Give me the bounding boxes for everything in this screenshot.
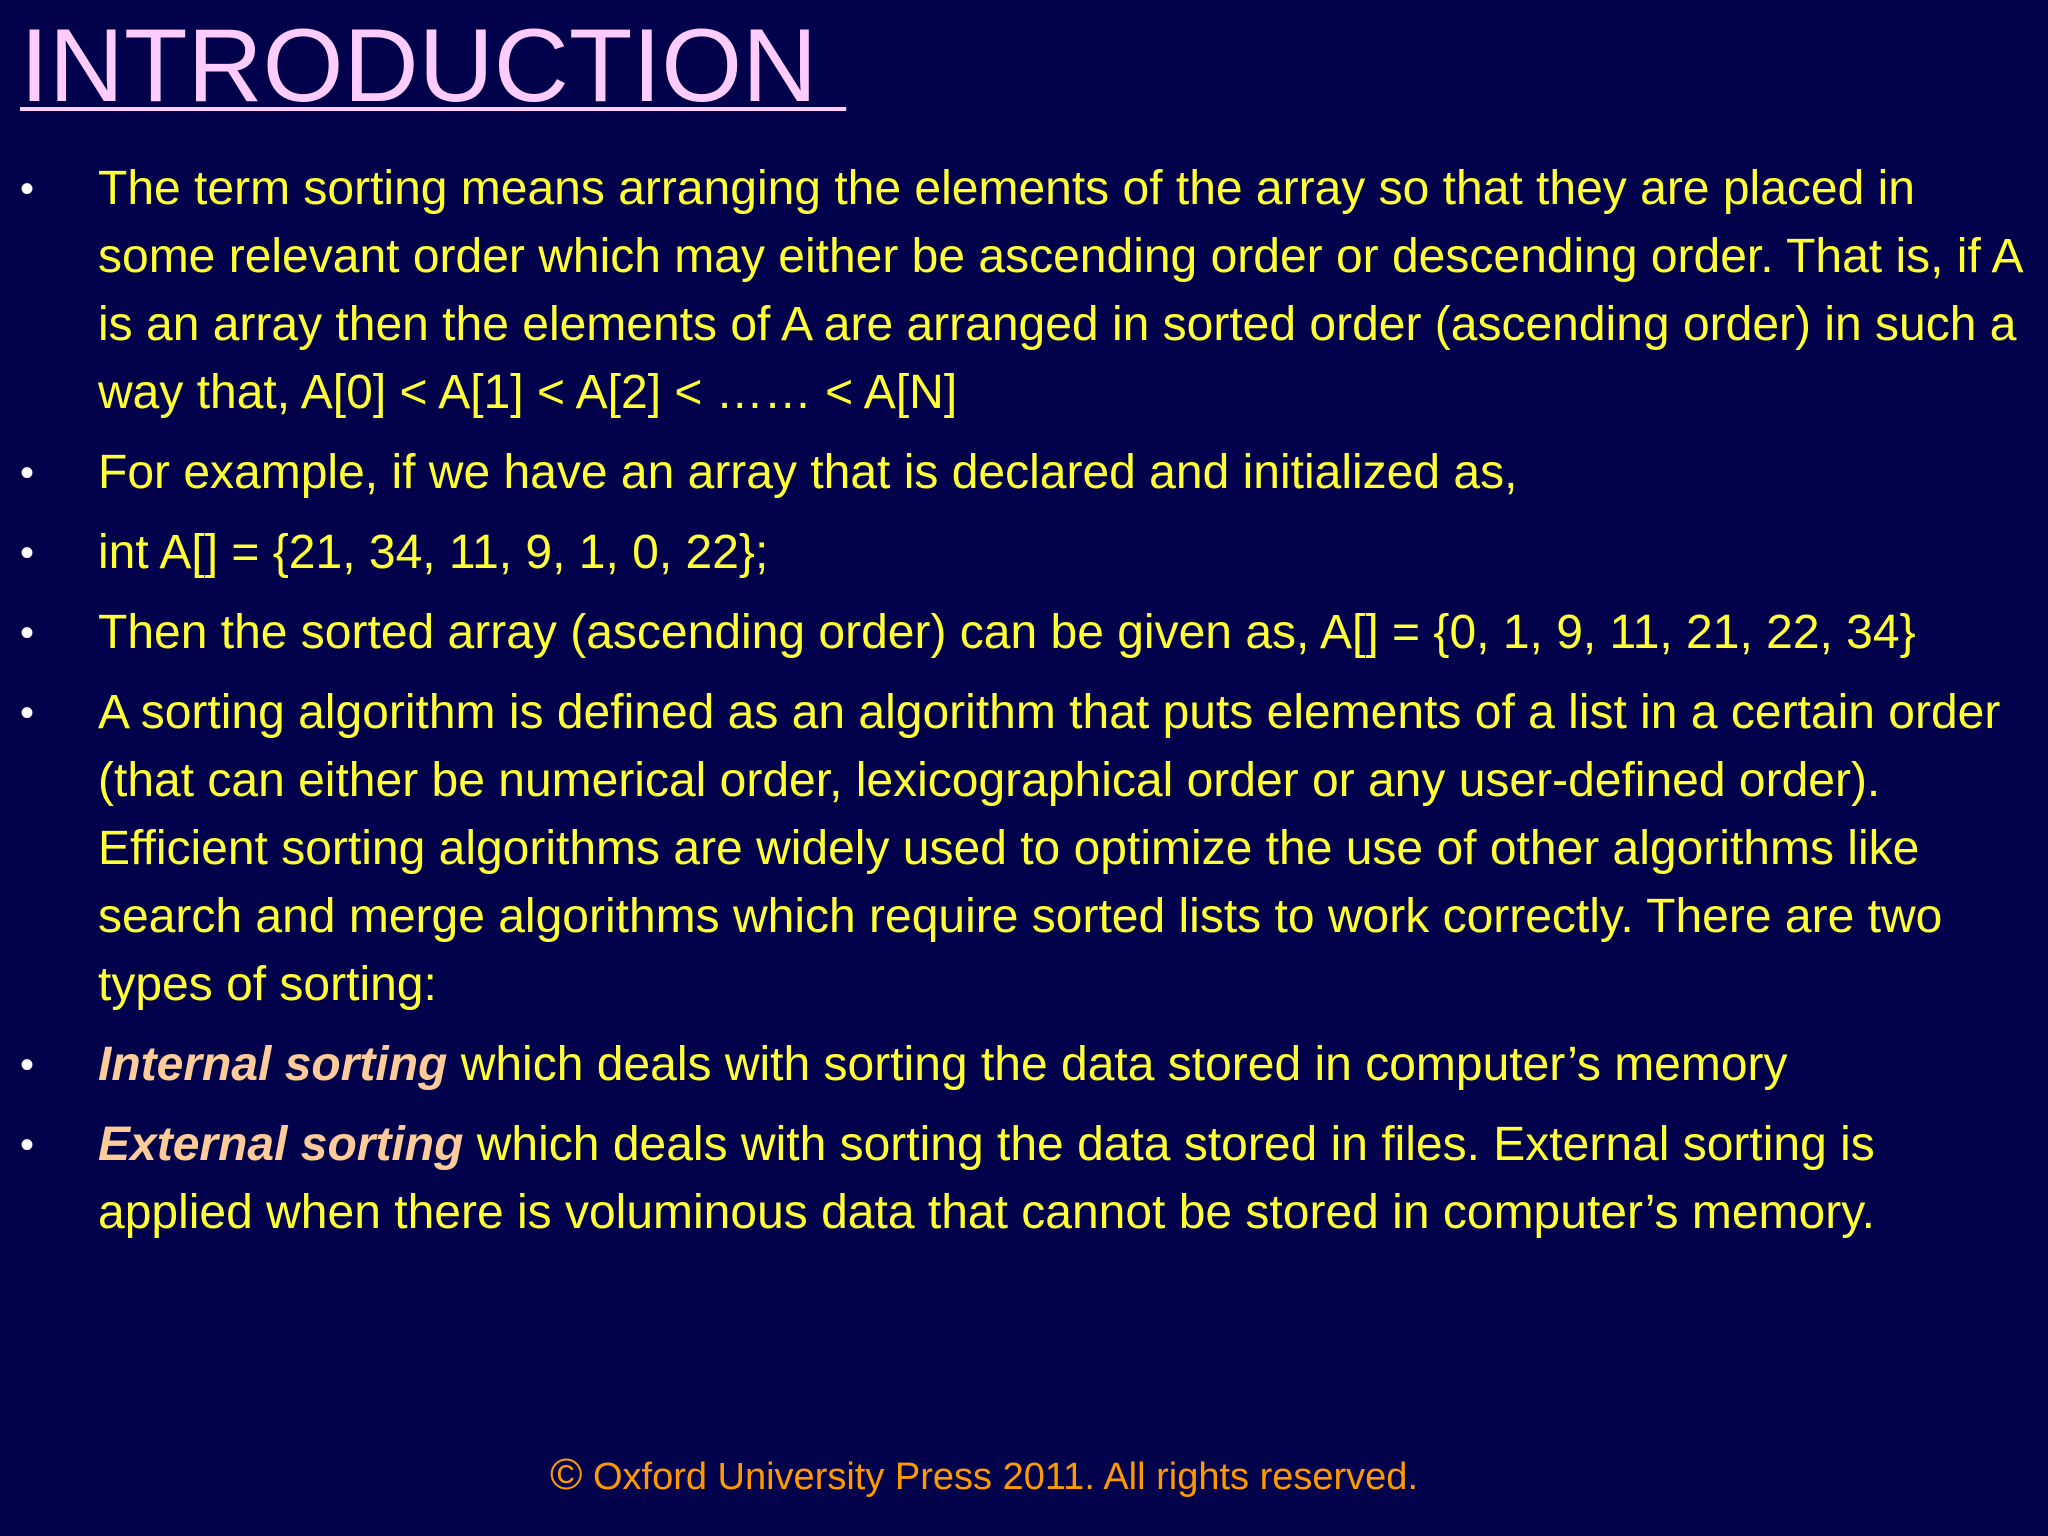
bullet-text: For example, if we have an array that is declared and initialized as, bbox=[98, 446, 1518, 499]
bullet-item-sorting-algorithm bbox=[0, 679, 2048, 1019]
bullet-item-external-sorting bbox=[0, 1111, 2048, 1247]
bullet-text: Then the sorted array (ascending order) can be given as, A[] = {0, 1, 9, 11, 21, 22, 34} bbox=[98, 606, 1916, 659]
bullet-text: which deals with sorting the data stored in files. External sorting is applied when there is voluminous data that cannot be stored in computer’s memory. bbox=[98, 1118, 1875, 1239]
bullet-emphasis: External sorting bbox=[98, 1118, 464, 1171]
bullet-item-sorting-definition bbox=[0, 155, 2048, 427]
bullet-dot-icon: • bbox=[20, 1043, 35, 1087]
bullet-dot-icon: • bbox=[20, 167, 35, 211]
bullet-text: The term sorting means arranging the elements of the array so that they are placed in some relevant order which may either be ascending order or descending order. That is, if A is an array then the elements of A are arranged in sorted order (ascending order) in such a way that, A[0] < A[1] < A[2] < …… < A[N] bbox=[98, 162, 2021, 419]
bullet-dot-icon: • bbox=[20, 451, 35, 495]
bullet-text: int A[] = {21, 34, 11, 9, 1, 0, 22}; bbox=[98, 526, 769, 579]
footer-inner bbox=[549, 1450, 1419, 1499]
bullet-dot-icon: • bbox=[20, 691, 35, 735]
bullet-item-internal-sorting bbox=[0, 1031, 2048, 1099]
bullet-item-sorted-array bbox=[0, 599, 2048, 667]
copyright-footer bbox=[0, 1450, 2048, 1502]
bullet-list bbox=[0, 155, 2048, 1259]
bullet-dot-icon: • bbox=[20, 611, 35, 655]
footer-text: Oxford University Press 2011. All rights reserved. bbox=[582, 1456, 1419, 1498]
bullet-text: which deals with sorting the data stored in computer’s memory bbox=[447, 1038, 1788, 1091]
bullet-text: A sorting algorithm is defined as an algorithm that puts elements of a list in a certain order (that can either be numerical order, lexicographical order or any user-defined order). Efficient sorting algorithms are widely used to optimize the use of other algorithms like search and merge algorithms which require sorted lists to work correctly. There are two types of sorting: bbox=[98, 686, 2001, 1011]
bullet-emphasis: Internal sorting bbox=[98, 1038, 448, 1091]
bullet-dot-icon: • bbox=[20, 1123, 35, 1167]
copyright-icon: © bbox=[549, 1450, 583, 1499]
bullet-item-example-intro bbox=[0, 439, 2048, 507]
bullet-item-array-declaration bbox=[0, 519, 2048, 587]
slide-title: INTRODUCTION bbox=[20, 8, 847, 124]
bullet-dot-icon: • bbox=[20, 531, 35, 575]
